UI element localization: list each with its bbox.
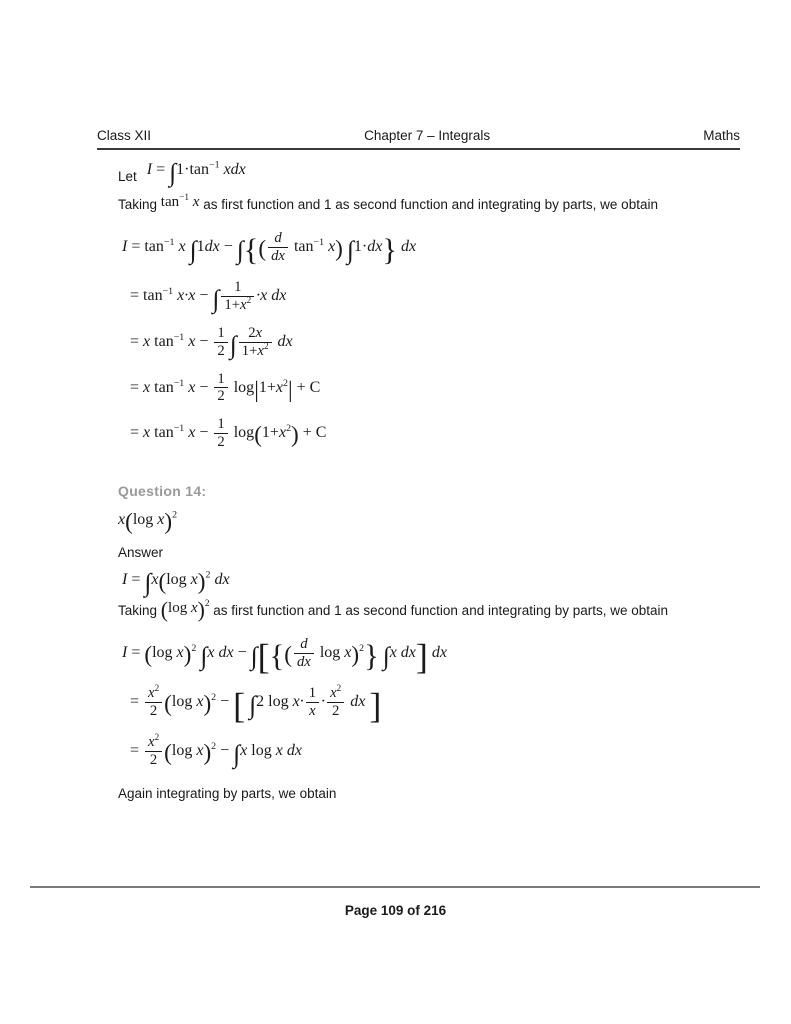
equation-let-integral: $I = \int 1\cdot\tan^{-1}$ xdx [146,158,246,188]
equation-q13-step-3: = x $\tan^{-1} x$ − $\frac{1}{2}$ ∫ $\frac{2x}{1+x^2}$ dx [130,324,293,359]
answer-label: Answer [118,545,164,561]
inline-math-log-squared: (log x)$^2$ [160,598,210,622]
let-label: Let [118,169,137,184]
equation-q14-step-3: = $\frac{x^2}{2}$ (log x)$^2$ − ∫x log x dx [130,732,302,769]
header-class: Class XII [97,128,152,143]
question-expression: x(log x)$^2$ [118,509,178,536]
page-number: Page 109 of 216 [344,903,447,918]
question-heading: Question 14: [118,483,207,500]
equation-q13-step-2: = $\tan^{-1} x\cdot x$ − ∫ $\frac{1}{1+x^2}$ ·x dx [130,278,287,314]
document-body [118,158,684,805]
page-header [97,128,740,150]
equation-q14-step-1: I = (log x)$^2$ ∫x dx − ∫[{( $\frac{d}{dx}$ log x)$^2$} ∫x dx] dx [122,636,448,677]
equation-q13-step-4: = x $\tan^{-1} x$ − $\frac{1}{2}$ $\log|1+x^2| + C$ [130,370,321,405]
inline-math-tan-inverse: $\tan^{-1} x$ [160,193,200,210]
equation-q13-step-1: $I = \tan^{-1} x$ ∫1dx − ∫{( $\frac{d}{dx}$ $\tan^{-1} x$) ∫1·dx} dx [122,230,417,268]
equation-q14-step-2: = $\frac{x^2}{2}$ (log x)$^2$ − [ ∫2 log x· $\frac{1}{x}$ · $\frac{x^2}{2}$ dx ] [130,683,382,726]
paragraph-taking-1: Taking $\tan^{-1} x$ as first function and 1 as second function and integrating by parts, we obtain [118,193,658,212]
footer-divider [30,886,760,888]
again-paragraph: Again integrating by parts, we obtain [118,785,337,801]
header-subject: Maths [703,128,740,143]
paragraph-taking-2: Taking (log x)$^2$ as first function and 1 as second function and integrating by parts, we obtain [118,598,669,622]
header-chapter-title: Chapter 7 – Integrals [364,128,491,143]
equation-answer-setup: I = ∫x(log x)$^2$ dx [122,568,230,598]
let-line [118,158,684,188]
equation-q13-step-5: = x $\tan^{-1} x$ − $\frac{1}{2}$ $\log(1+x^2) + C$ [130,416,327,451]
